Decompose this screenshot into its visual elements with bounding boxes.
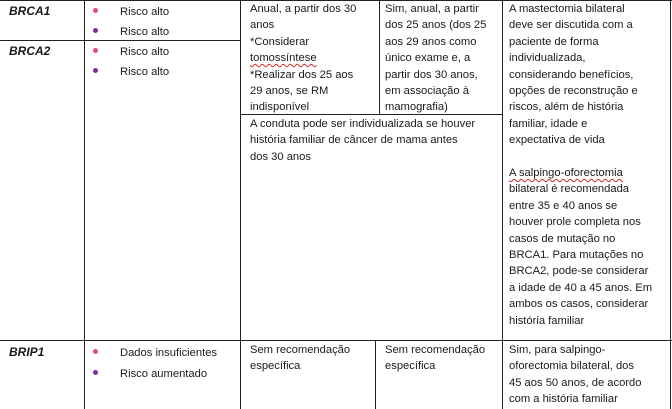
text-line: Sem recomendação bbox=[385, 344, 486, 356]
bullet-pink-icon bbox=[93, 48, 98, 53]
text-line: 29 anos, se RM bbox=[250, 85, 329, 98]
text-line: em associação à bbox=[385, 85, 469, 98]
text-line: único exame e, a bbox=[385, 52, 471, 65]
risk-brca1-2: Risco alto bbox=[120, 26, 170, 38]
text-line: deve ser discutida com a bbox=[509, 19, 633, 32]
gene-name-brip1: BRIP1 bbox=[9, 345, 45, 359]
brca-surgery-recommendation bbox=[509, 1, 669, 329]
text-line: entre 35 e 40 anos se bbox=[509, 199, 618, 212]
text-line: Sim, para salpingo- bbox=[509, 344, 606, 356]
text-line: a idade de 40 a 45 anos. Em bbox=[509, 281, 653, 294]
risk-brca2-1: Risco alto bbox=[120, 46, 170, 58]
text-line: BRCA1. Para mutações no bbox=[509, 249, 644, 262]
text-line: partir dos 30 anos, bbox=[385, 68, 478, 81]
brca-mri-recommendation bbox=[385, 1, 501, 116]
brip1-mri-recommendation bbox=[385, 342, 501, 375]
text-line: A conduta pode ser individualizada se houver bbox=[250, 118, 476, 130]
brca-imaging-recommendation bbox=[250, 1, 378, 116]
text-line: paciente de forma bbox=[509, 35, 599, 48]
risk-brca1-1: Risco alto bbox=[120, 6, 170, 18]
text-line: dos 25 anos (dos 25 bbox=[385, 19, 487, 32]
table-rule-col1 bbox=[84, 0, 85, 409]
table-rule-col2 bbox=[240, 0, 241, 409]
table-rule-brip1-top bbox=[0, 340, 672, 341]
text-line: A mastectomia bilateral bbox=[509, 3, 625, 15]
text-line: casos de mutação no bbox=[509, 232, 616, 245]
brip1-imaging-recommendation bbox=[250, 342, 374, 375]
text-line: ambos os casos, considerar bbox=[509, 298, 649, 311]
text-line bbox=[509, 165, 669, 181]
text-line: BRCA2, pode-se considerar bbox=[509, 265, 649, 278]
text-line: específica bbox=[385, 360, 436, 373]
text-line: considerando benefícios, bbox=[509, 68, 634, 81]
table-rule-col4 bbox=[502, 0, 503, 409]
text-line: 45 aos 50 anos, de acordo bbox=[509, 376, 642, 389]
text-line: específica bbox=[250, 360, 301, 373]
risk-brca2-2: Risco alto bbox=[120, 66, 170, 78]
text-line: indisponível bbox=[250, 101, 310, 114]
text-line: opções de reconstrução e bbox=[509, 85, 638, 98]
text-line: dos 30 anos bbox=[250, 150, 311, 163]
text-line: *Realizar dos 25 aos bbox=[250, 68, 354, 81]
text-line: familiar, idade e bbox=[509, 117, 588, 130]
table-rule-col3-upper bbox=[379, 0, 380, 114]
bullet-purple-icon bbox=[93, 68, 98, 73]
text-line bbox=[250, 50, 378, 66]
text-line: bilateral é recomendada bbox=[509, 183, 630, 196]
text-line: individualizada, bbox=[509, 52, 586, 65]
spellcheck-word: tomossíntese bbox=[250, 52, 317, 65]
text-line: mamografia) bbox=[385, 101, 448, 114]
bullet-purple-icon bbox=[93, 28, 98, 33]
text-line: Sem recomendação bbox=[250, 344, 351, 356]
risk-brip1-2: Risco aumentado bbox=[120, 368, 208, 380]
text-line: anos bbox=[250, 19, 275, 32]
gene-name-brca2: BRCA2 bbox=[9, 44, 51, 58]
bullet-pink-icon bbox=[93, 8, 98, 13]
text-line: expectativa de vida bbox=[509, 134, 605, 147]
text-line: história familiar de câncer de mama antes bbox=[250, 134, 458, 147]
table-rule-brca1-brca2 bbox=[0, 40, 240, 41]
table-rule-col3-lower bbox=[375, 340, 376, 409]
text-line: oforectomia bilateral, dos bbox=[509, 360, 634, 373]
table-rule-right bbox=[670, 0, 671, 409]
text-line: história familiar bbox=[509, 314, 585, 327]
bullet-purple-icon bbox=[93, 370, 98, 375]
text-line: riscos, além de história bbox=[509, 101, 624, 114]
text-line: Anual, a partir dos 30 bbox=[250, 3, 357, 15]
spellcheck-word: A salpingo-oforectomia bbox=[509, 167, 623, 180]
text-line: *Considerar bbox=[250, 35, 310, 48]
text-line: com a história familiar bbox=[509, 393, 618, 406]
brip1-surgery-recommendation bbox=[509, 342, 669, 408]
risk-brip1-1: Dados insuficientes bbox=[120, 347, 218, 359]
gene-name-brca1: BRCA1 bbox=[9, 4, 51, 18]
bullet-pink-icon bbox=[93, 349, 98, 354]
brca-individualized-note bbox=[250, 116, 500, 165]
text-line: houver prole completa nos bbox=[509, 216, 641, 229]
text-line: Sim, anual, a partir bbox=[385, 3, 479, 15]
text-line: aos 29 anos como bbox=[385, 35, 477, 48]
